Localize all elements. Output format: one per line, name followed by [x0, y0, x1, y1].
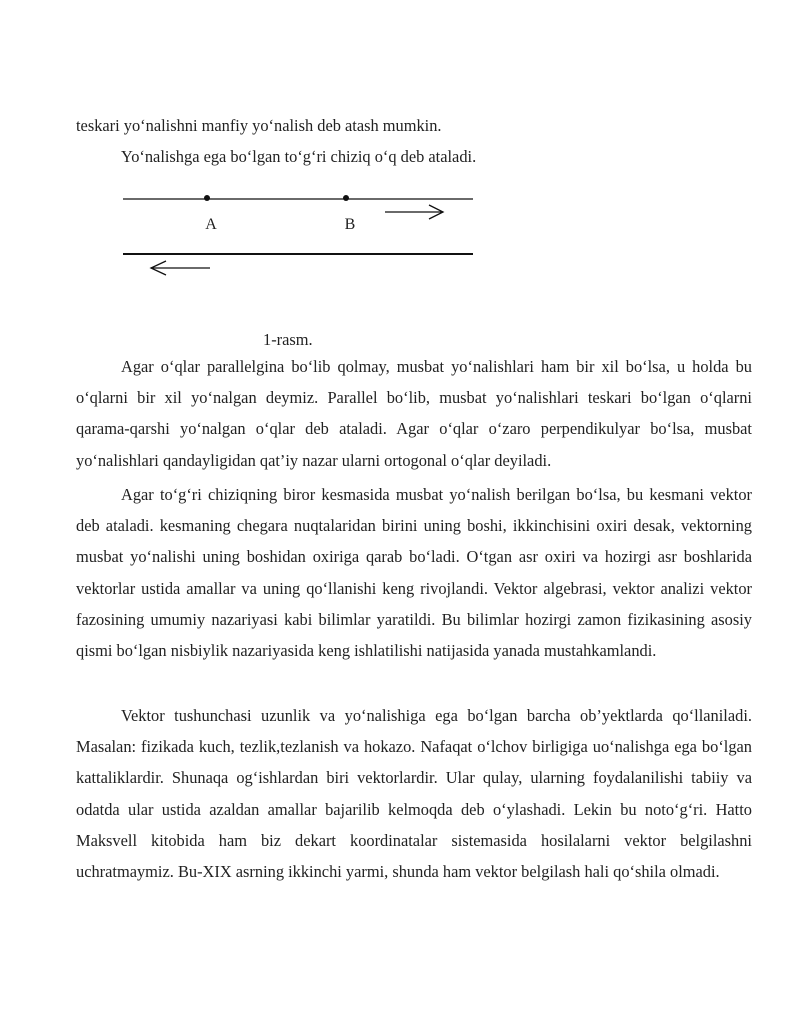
paragraph-axes: Agar o‘qlar parallelgina bo‘lib qolmay, musbat yo‘nalishlari ham bir xil bo‘lsa, u holda bu o‘qlarni bir xil yo‘nalgan deymiz. Parallel bo‘lib, musbat yo‘nalishlari teskari bo‘lgan o‘qlarni qarama-qarshi yo‘nalgan o‘qlar deb ataladi. Agar o‘qlar o‘zaro perpendikulyar bo‘lsa, musbat yo‘nalishlari qandayligidan qat’iy nazar ularni ortogonal o‘qlar deyiladi.	[76, 357, 752, 470]
axis-figure	[110, 180, 490, 280]
paragraph-vector-definition: Agar to‘g‘ri chiziqning biror kesmasida musbat yo‘nalish berilgan bo‘lsa, bu kesmani vektor deb ataladi. kesmaning chegara nuqtalaridan birini uning boshi, ikkinchisini oxiri desak, vektorning musbat yo‘nalishi uning boshidan oxiriga qarab bo‘ladi. O‘tgan asr oxiri va hozirgi asr boshlarida vektorlar ustida amallar va uning qo‘llanishi keng rivojlandi. Vektor algebrasi, vektor analizi vektor fazosining umumiy nazariyasi kabi bilimlar yaratildi. Bu bilimlar hozirgi zamon fizikasining asosiy qismi bo‘lgan nisbiylik nazariyasida keng ishlatilishi natijasida yanada mustahkamlandi.	[76, 485, 752, 661]
paragraph-vector-concept: Vektor tushunchasi uzunlik va yo‘nalishiga ega bo‘lgan barcha ob’yektlarda qo‘llaniladi. Masalan: fizikada kuch, tezlik,tezlanish va hokazo. Nafaqat o‘lchov birligiga uo‘nalishga ega bo‘lgan kattaliklardir. Shunaqa og‘ishlardan biri vektorlardir. Ular qulay, ularning foydalanilishi tabiiy va odatda ular ustida azaldan amallar bajarilib kelmoqda deb o‘ylashadi. Lekin bu noto‘g‘ri. Hatto Maksvell kitobida ham biz dekart koordinatalar sistemasida hosilalarni vektor belgilashni uchratmaymiz. Bu-XIX asrning ikkinchi yarmi, shunda ham vektor belgilash hali qo‘shila olmadi.	[76, 706, 752, 882]
text-line-intro: teskari yo‘nalishni manfiy yo‘nalish deb atash mumkin.	[76, 116, 442, 135]
text-line-definition: Yo‘nalishga ega bo‘lgan to‘g‘ri chiziq o‘q deb ataladi.	[121, 147, 477, 166]
right-arrow-icon	[385, 205, 443, 219]
point-a-label: A	[205, 216, 217, 233]
point-a-dot	[204, 195, 210, 201]
figure-caption: 1-rasm.	[263, 330, 313, 349]
point-b-label: B	[344, 216, 356, 233]
axis-diagram	[110, 180, 490, 280]
left-arrow-icon	[151, 261, 210, 275]
point-b-dot	[343, 195, 349, 201]
